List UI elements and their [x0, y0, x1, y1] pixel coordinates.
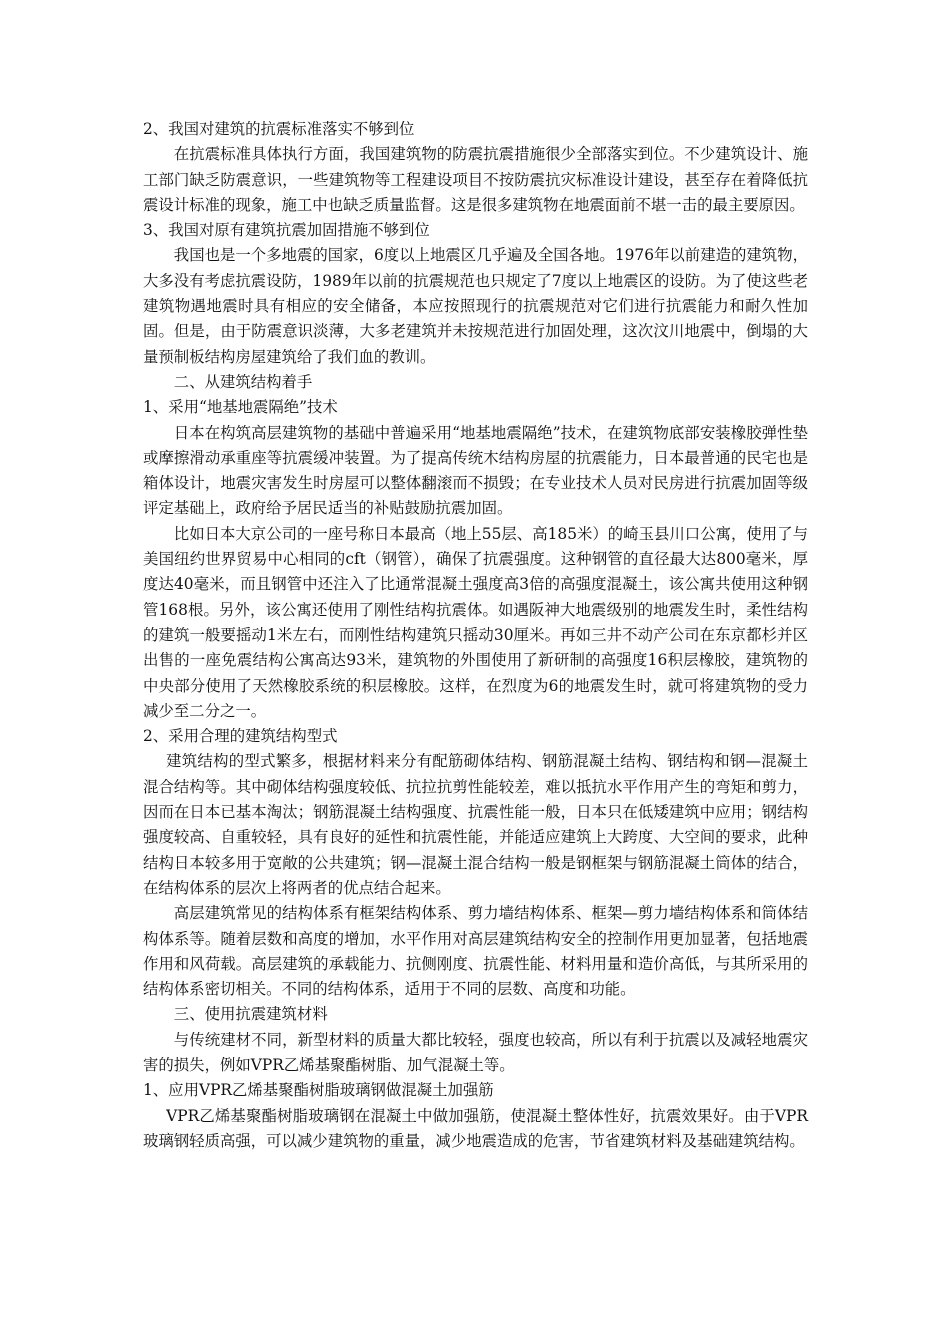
paragraph-japan-examples: 比如日本大京公司的一座号称日本最高（地上55层、高185米）的崎玉县川口公寓，使用了与美国纽约世界贸易中心相同的cft（钢管），确保了抗震强度。这种钢管的直径最大达800毫米，厚度达40毫米，而且钢管中还注入了比通常混凝土强度高3倍的高强度混凝土，该公寓共使用这种钢管168根。另外，该公寓还使用了刚性结构抗震体。如遇阪神大地震级别的地震发生时，柔性结构的建筑一般要摇动1米左右，而刚性结构建筑只摇动30厘米。再如三井不动产公司在东京都杉并区出售的一座免震结构公寓高达93米，建筑物的外围使用了新研制的高强度16积层橡胶，建筑物的中央部分使用了天然橡胶系统的积层橡胶。这样，在烈度为6的地震发生时，就可将建筑物的受力减少至二分之一。 [143, 524, 808, 720]
paragraph-reinforcement: 我国也是一个多地震的国家，6度以上地震区几乎遍及全国各地。1976年以前建造的建筑物，大多没有考虑抗震设防，1989年以前的抗震规范也只规定了7度以上地震区的设防。为了使这些老建筑物遇地震时具有相应的安全储备，本应按照现行的抗震规范对它们进行抗震能力和耐久性加固。但是，由于防震意识淡薄，大多老建筑并未按规范进行加固处理，这次汶川地震中，倒塌的大量预制板结构房屋建筑给了我们血的教训。 [143, 246, 808, 366]
section-title-structure: 二、从建筑结构着手 [173, 372, 313, 391]
paragraph-structure-types: 建筑结构的型式繁多，根据材料来分有配筋砌体结构、钢筋混凝土结构、钢结构和钢—混凝土混合结构等。其中砌体结构强度较低、抗拉抗剪性能较差，难以抵抗水平作用产生的弯矩和剪力，因而在日本已基本淘汰；钢筋混凝土结构强度、抗震性能一般，日本只在低矮建筑中应用；钢结构强度较高、自重较轻，具有良好的延性和抗震性能，并能适应建筑上大跨度、大空间的要求，此种结构日本较多用于宽敞的公共建筑；钢—混凝土混合结构一般是钢框架与钢筋混凝土筒体的结合，在结构体系的层次上将两者的优点结合起来。 [143, 752, 808, 897]
heading-seismic-standards: 2、我国对建筑的抗震标准落实不够到位 [143, 120, 415, 138]
paragraph-vpr: VPR乙烯基聚酯树脂玻璃钢在混凝土中做加强筋，使混凝土整体性好，抗震效果好。由于VPR玻璃钢轻质高强，可以减少建筑物的重量，减少地震造成的危害，节省建筑材料及基础建筑结构。 [143, 1106, 808, 1150]
document-page [143, 117, 808, 1154]
section-title-materials: 三、使用抗震建筑材料 [173, 1005, 328, 1024]
paragraph-standards: 在抗震标准具体执行方面，我国建筑物的防震抗震措施很少全部落实到位。不少建筑设计、施工部门缺乏防震意识，一些建筑物等工程建设项目不按防震抗灾标准设计建设，甚至存在着降低抗震设计标准的现象，施工中也缺乏质量监督。这是很多建筑物在地震面前不堪一击的最主要原因。 [143, 145, 808, 214]
paragraph-highrise-systems: 高层建筑常见的结构体系有框架结构体系、剪力墙结构体系、框架—剪力墙结构体系和筒体结构体系等。随着层数和高度的增加，水平作用对高层建筑结构安全的控制作用更加显著，包括地震作用和风荷载。高层建筑的承载能力、抗侧刚度、抗震性能、材料用量和造价高低，与其所采用的结构体系密切相关。不同的结构体系，适用于不同的层数、高度和功能。 [143, 904, 808, 999]
heading-vpr: 1、应用VPR乙烯基聚酯树脂玻璃钢做混凝土加强筋 [143, 1081, 494, 1100]
paragraph-base-isolation: 日本在构筑高层建筑物的基础中普遍采用“地基地震隔绝”技术，在建筑物底部安装橡胶弹性垫或摩擦滑动承重座等抗震缓冲装置。为了提高传统木结构房屋的抗震能力，日本最普通的民宅也是箱体设计，地震灾害发生时房屋可以整体翻滚而不损毁；在专业技术人员对民房进行抗震加固等级评定基础上，政府给予居民适当的补贴鼓励抗震加固。 [143, 423, 808, 518]
heading-base-isolation: 1、采用“地基地震隔绝”技术 [143, 398, 338, 417]
paragraph-materials: 与传统建材不同，新型材料的质量大都比较轻，强度也较高，所以有利于抗震以及减轻地震灾害的损失，例如VPR乙烯基聚酯树脂、加气混凝土等。 [143, 1030, 808, 1074]
heading-reinforcement: 3、我国对原有建筑抗震加固措施不够到位 [143, 221, 430, 240]
heading-structure-types: 2、采用合理的建筑结构型式 [143, 727, 338, 746]
